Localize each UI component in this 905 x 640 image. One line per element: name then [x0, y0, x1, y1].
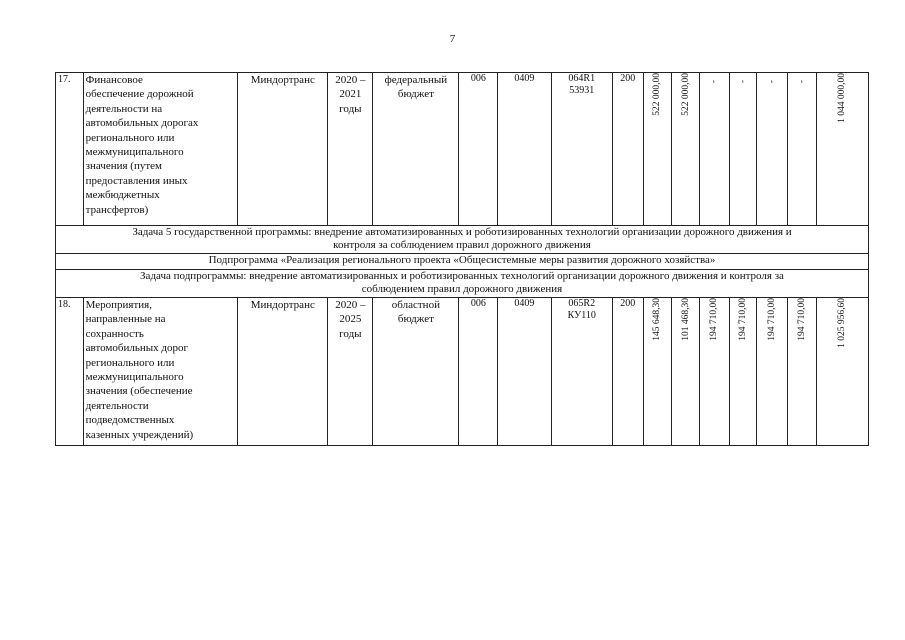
executor: Миндортранс: [238, 298, 328, 446]
program-table: [55, 72, 869, 446]
page-number: 7: [449, 33, 456, 45]
subprogram-task-heading: Задача подпрограммы: внедрение автоматизированных и роботизированных технологий организации дорожного движения и контроля за соблюдением правил дорожного движения: [56, 270, 869, 298]
amount-2025: -: [787, 73, 816, 226]
amount-2024: 194 710,00: [757, 298, 788, 446]
years: 2020 – 2021 годы: [328, 73, 373, 226]
amount-2025: 194 710,00: [787, 298, 816, 446]
vr-code: 200: [612, 73, 643, 226]
amount-2021: 101 468,30: [672, 298, 700, 446]
rzpr-code: 0409: [498, 298, 551, 446]
years: 2020 – 2025 годы: [328, 298, 373, 446]
activity-name: Мероприятия, направленные на сохранность автомобильных дорог регионального или межмуниципального значения (обеспечение деятельности подведомственных казенных учреждений): [83, 298, 238, 446]
amount-2022: -: [699, 73, 729, 226]
amount-total: 1 025 956,60: [816, 298, 868, 446]
amount-2021: 522 000,00: [672, 73, 700, 226]
amount-total: 1 044 000,00: [816, 73, 868, 226]
row-number: 17.: [56, 73, 84, 226]
section-row: [56, 254, 869, 270]
amount-2022: 194 710,00: [699, 298, 729, 446]
rzpr-code: 0409: [498, 73, 551, 226]
funding-source: областной бюджет: [373, 298, 459, 446]
vr-code: 200: [612, 298, 643, 446]
subprogram-heading: Подпрограмма «Реализация регионального проекта «Общесистемные меры развития дорожного хозяйства»: [56, 254, 869, 270]
grbs-code: 006: [459, 298, 498, 446]
csr-code: 064R1 53931: [551, 73, 612, 226]
executor: Миндортранс: [238, 73, 328, 226]
task-5-heading: Задача 5 государственной программы: внедрение автоматизированных и роботизированных технологий организации дорожного движения и контроля за соблюдением правил дорожного движения: [56, 226, 869, 254]
table-row: [56, 298, 869, 446]
amount-2023: -: [729, 73, 757, 226]
section-row: [56, 270, 869, 298]
row-number: 18.: [56, 298, 84, 446]
table-row: [56, 73, 869, 226]
funding-source: федеральный бюджет: [373, 73, 459, 226]
amount-2023: 194 710,00: [729, 298, 757, 446]
csr-code: 065R2 КУ110: [551, 298, 612, 446]
amount-2020: 145 648,30: [643, 298, 672, 446]
amount-2020: 522 000,00: [643, 73, 672, 226]
activity-name: Финансовое обеспечение дорожной деятельности на автомобильных дорогах регионального или межмуниципального значения (путем предоставления иных межбюджетных трансфертов): [83, 73, 238, 226]
amount-2024: -: [757, 73, 788, 226]
section-row: [56, 226, 869, 254]
grbs-code: 006: [459, 73, 498, 226]
